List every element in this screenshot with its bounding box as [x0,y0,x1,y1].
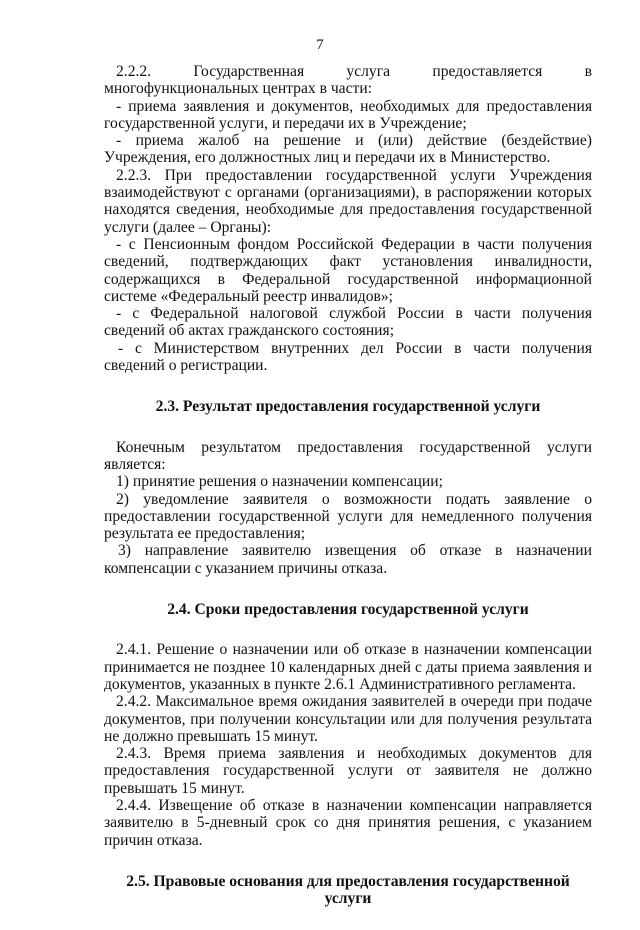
list-item: - с Министерством внутренних дел России в части получения сведений о регистрации. [104,339,592,375]
list-item: 1) принятие решения о назначении компенсации; [116,473,443,491]
paragraph-2-2-3: 2.2.3. При предоставлении государственной услуги Учреждения взаимодействуют с органами (организациями), в распоряжении которых находятся сведения, необходимые для предоставления государственной услуги (далее – Органы): [104,166,592,236]
paragraph-2-3-intro: Конечным результатом предоставления государственной услуги является: [104,438,592,473]
list-item: 2) уведомление заявителя о возможности подать заявление о предоставлении государственной услуги для немедленного получения результата ее предоставления; [104,490,592,543]
list-item: - с Пенсионным фондом Российской Федерации в части получения сведений, подтверждающих факт установления инвалидности, содержащихся в Федеральной государственной информационной системе «Федеральный реестр инвалидов»; [104,235,592,305]
paragraph-2-4-4: 2.4.4. Извещение об отказе в назначении компенсации направляется заявителю в 5-дневный срок со дня принятия решения, с указанием причин отказа. [104,796,592,849]
paragraph-2-2-2: 2.2.2. Государственная услуга предоставляется в многофункциональных центрах в части: [104,63,592,98]
section-heading-2-4: 2.4. Сроки предоставления государственной услуги [167,601,529,619]
section-heading-2-3: 2.3. Результат предоставления государственной услуги [155,398,541,416]
paragraph-2-4-3: 2.4.3. Время приема заявления и необходимых документов для предоставления государственной услуги от заявителя не должно превышать 15 минут. [104,745,592,797]
list-item: - с Федеральной налоговой службой России в части получения сведений об актах гражданского состояния; [104,305,592,340]
list-item: - приема заявления и документов, необходимых для предоставления государственной услуги, и передачи их в Учреждение; [104,97,592,132]
page-number: 7 [316,37,324,53]
list-item: - приема жалоб на решение и (или) действие (бездействие) Учреждения, его должностных лиц и передачи их в Министерство. [104,132,592,167]
paragraph-2-4-2: 2.4.2. Максимальное время ожидания заявителей в очереди при подаче документов, при получении консультации или для получения результата не должно превышать 15 минут. [104,693,592,745]
list-item: 3) направление заявителю извещения об отказе в назначении компенсации с указанием причины отказа. [104,542,592,577]
section-heading-2-5: 2.5. Правовые основания для предоставления государственной услуги [126,872,570,908]
paragraph-2-4-1: 2.4.1. Решение о назначении или об отказе в назначении компенсации принимается не позднее 10 календарных дней с даты приема заявления и документов, указанных в пункте 2.6.1 Административного регламента. [104,641,592,693]
page-content [104,63,592,930]
